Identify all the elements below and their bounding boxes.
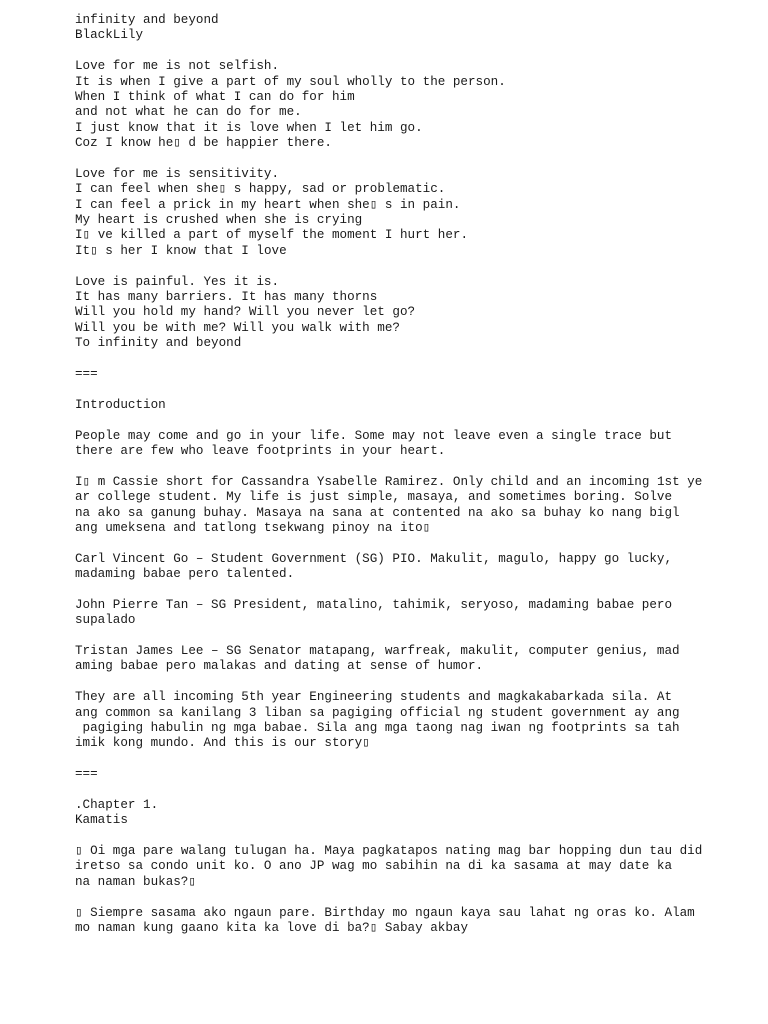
text-line: My heart is crushed when she is crying — [75, 213, 363, 228]
text-line: ar college student. My life is just simple, masaya, and sometimes boring. Solve — [75, 490, 673, 505]
text-line: BlackLily — [75, 28, 144, 43]
blank-line — [75, 629, 725, 644]
blank-line — [75, 413, 725, 428]
text-line: Tristan James Lee – SG Senator matapang, warfreak, makulit, computer genius, mad — [75, 644, 680, 659]
text-line: === — [75, 366, 98, 381]
blank-line — [75, 890, 725, 905]
text-line: infinity and beyond — [75, 13, 219, 27]
text-line: Introduction — [75, 397, 166, 412]
text-line: They are all incoming 5th year Engineering students and magkakabarkada sila. At — [75, 690, 673, 705]
text-line: na naman bukas?▯ — [75, 874, 196, 889]
text-line: John Pierre Tan – SG President, matalino, tahimik, seryoso, madaming babae pero — [75, 597, 673, 612]
blank-line — [75, 44, 725, 59]
text-line: ▯ Oi mga pare walang tulugan ha. Maya pagkatapos nating mag bar hopping dun tau did — [75, 844, 703, 859]
blank-line — [75, 536, 725, 551]
blank-line — [75, 752, 725, 767]
text-line: Kamatis — [75, 813, 128, 828]
text-line: It▯ s her I know that I love — [75, 243, 287, 258]
text-line: imik kong mundo. And this is our story▯ — [75, 736, 370, 751]
text-line: Coz I know he▯ d be happier there. — [75, 136, 332, 151]
text-line: I▯ m Cassie short for Cassandra Ysabelle Ramirez. Only child and an incoming 1st ye — [75, 474, 703, 489]
text-line: Will you hold my hand? Will you never let go? — [75, 305, 416, 320]
text-line: and not what he can do for me. — [75, 105, 302, 120]
text-line: mo naman kung gaano kita ka love di ba?▯ Sabay akbay — [75, 921, 469, 936]
text-line: === — [75, 767, 98, 782]
text-line: there are few who leave footprints in your heart. — [75, 443, 446, 458]
blank-line — [75, 829, 725, 844]
blank-line — [75, 352, 725, 367]
text-line: Love is painful. Yes it is. — [75, 274, 280, 289]
text-line: Will you be with me? Will you walk with me? — [75, 320, 400, 335]
text-line: I can feel a prick in my heart when she▯ s in pain. — [75, 197, 461, 212]
text-line: I can feel when she▯ s happy, sad or problematic. — [75, 182, 446, 197]
text-line: I▯ ve killed a part of myself the moment I hurt her. — [75, 228, 469, 243]
text-line: To infinity and beyond — [75, 336, 242, 351]
text-line: aming babae pero malakas and dating at sense of humor. — [75, 659, 484, 674]
text-line: When I think of what I can do for him — [75, 89, 355, 104]
text-line: pagiging habulin ng mga babae. Sila ang mga taong nag iwan ng footprints sa tah — [75, 720, 680, 735]
text-line: ang common sa kanilang 3 liban sa pagiging official ng student government ay ang — [75, 705, 680, 720]
blank-line — [75, 152, 725, 167]
text-line: na ako sa ganung buhay. Masaya na sana at contented na ako sa buhay ko nang bigl — [75, 505, 680, 520]
text-line: It is when I give a part of my soul wholly to the person. — [75, 74, 506, 89]
text-line: supalado — [75, 613, 136, 628]
text-line: iretso sa condo unit ko. O ano JP wag mo sabihin na di ka sasama at may date ka — [75, 859, 673, 874]
text-line: Love for me is not selfish. — [75, 59, 280, 74]
text-line: Carl Vincent Go – Student Government (SG) PIO. Makulit, magulo, happy go lucky, — [75, 551, 673, 566]
blank-line — [75, 582, 725, 597]
blank-line — [75, 459, 725, 474]
text-line: ▯ Siempre sasama ako ngaun pare. Birthday mo ngaun kaya sau lahat ng oras ko. Alam — [75, 905, 695, 920]
document-page — [75, 13, 725, 936]
text-line: Love for me is sensitivity. — [75, 166, 280, 181]
text-line: It has many barriers. It has many thorns — [75, 290, 378, 305]
blank-line — [75, 382, 725, 397]
blank-line — [75, 259, 725, 274]
blank-line — [75, 675, 725, 690]
text-line: .Chapter 1. — [75, 797, 159, 812]
text-line: People may come and go in your life. Some may not leave even a single trace but — [75, 428, 673, 443]
blank-line — [75, 783, 725, 798]
text-line: madaming babae pero talented. — [75, 567, 295, 582]
text-line: I just know that it is love when I let him go. — [75, 120, 423, 135]
text-line: ang umeksena and tatlong tsekwang pinoy na ito▯ — [75, 520, 431, 535]
